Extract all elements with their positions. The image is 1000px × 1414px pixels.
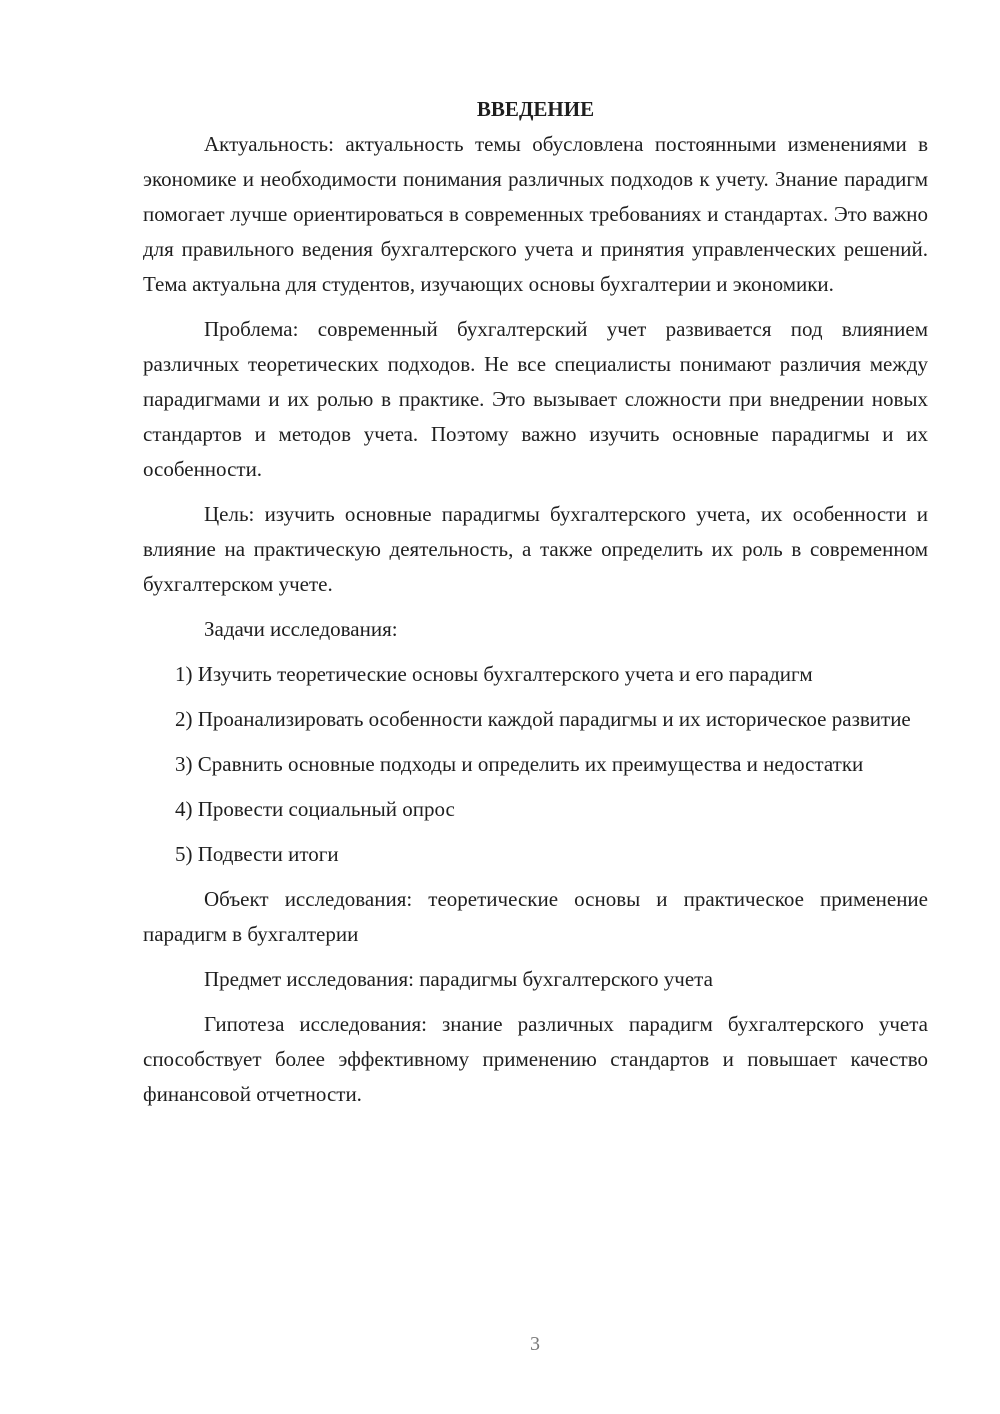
paragraph-goal: Цель: изучить основные парадигмы бухгалтерского учета, их особенности и влияние на практическую деятельность, а также определить их роль в современном бухгалтерском учете. <box>143 502 928 596</box>
paragraph-tasks-heading: Задачи исследования: <box>204 617 398 641</box>
page-number: 3 <box>530 1333 540 1355</box>
paragraph-hypothesis: Гипотеза исследования: знание различных парадигм бухгалтерского учета способствует более эффективному применению стандартов и повышает качество финансовой отчетности. <box>143 1012 928 1106</box>
task-list-item-5: 5) Подвести итоги <box>175 842 339 866</box>
task-list-item-1: 1) Изучить теоретические основы бухгалтерского учета и его парадигм <box>175 662 813 686</box>
paragraph-problem: Проблема: современный бухгалтерский учет развивается под влиянием различных теоретических подходов. Не все специалисты понимают различия между парадигмами и их ролью в практике. Это вызывает сложности при внедрении новых стандартов и методов учета. Поэтому важно изучить основные парадигмы и их особенности. <box>143 317 928 481</box>
paragraph-object: Объект исследования: теоретические основы и практическое применение парадигм в бухгалтерии <box>143 887 928 946</box>
task-list-item-4: 4) Провести социальный опрос <box>175 797 455 821</box>
task-list-item-2: 2) Проанализировать особенности каждой парадигмы и их историческое развитие <box>175 707 911 731</box>
paragraph-subject: Предмет исследования: парадигмы бухгалтерского учета <box>204 967 713 991</box>
document-page <box>143 92 928 1112</box>
paragraph-relevance: Актуальность: актуальность темы обусловлена постоянными изменениями в экономике и необходимости понимания различных подходов к учету. Знание парадигм помогает лучше ориентироваться в современных требованиях и стандартах. Это важно для правильного ведения бухгалтерского учета и принятия управленческих решений. Тема актуальна для студентов, изучающих основы бухгалтерии и экономики. <box>143 132 928 296</box>
page-title: ВВЕДЕНИЕ <box>476 97 595 121</box>
task-list-item-3: 3) Сравнить основные подходы и определить их преимущества и недостатки <box>175 752 864 776</box>
